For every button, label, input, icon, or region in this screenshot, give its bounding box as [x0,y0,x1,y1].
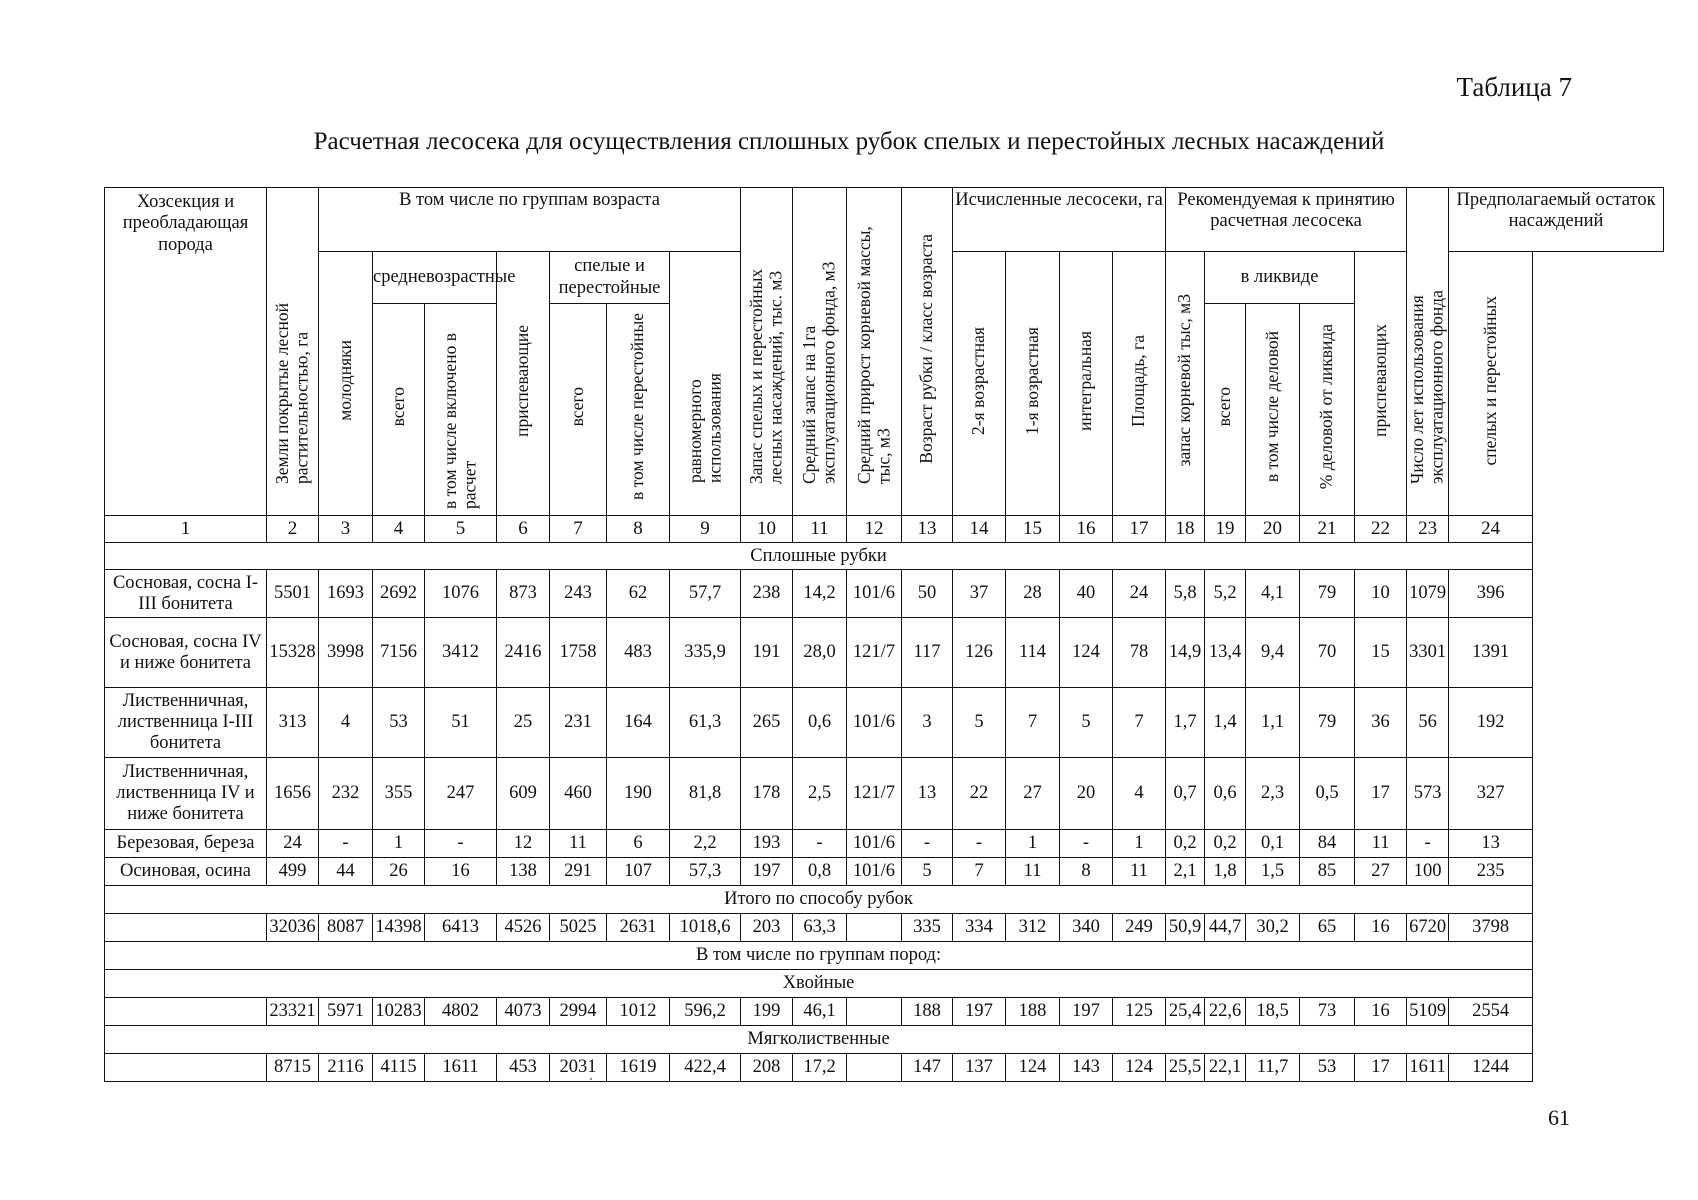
table-label: Таблица 7 [1456,72,1572,102]
column-number: 9 [670,516,741,543]
cell: 7 [1113,688,1166,758]
cell: 14398 [373,914,425,942]
header-c15: 1-я возрастная [1006,252,1060,516]
cell: 4115 [373,1054,425,1082]
cell: 124 [1006,1054,1060,1082]
cell: 2692 [373,570,425,618]
cell: 17 [1355,1054,1407,1082]
column-number: 18 [1166,516,1205,543]
column-number: 7 [550,516,607,543]
cell: 193 [741,830,793,858]
cell: 26 [373,858,425,886]
section-heading-total: Итого по способу рубок [105,886,1533,914]
header-c20: в том числе деловой [1246,304,1300,516]
cell: 44 [319,858,373,886]
cell: 2116 [319,1054,373,1082]
cell: 0,7 [1166,758,1205,830]
cell: 243 [550,570,607,618]
table-header [105,188,1664,543]
header-c22: Число лет использования эксплуатационного фонда [1407,188,1449,516]
cell: 1656 [267,758,319,830]
cell: 5501 [267,570,319,618]
cell: 101/6 [847,830,902,858]
cell: 0,8 [793,858,847,886]
total-row [105,914,1664,942]
column-number: 16 [1060,516,1113,543]
cell: 1,1 [1246,688,1300,758]
cell: 265 [741,688,793,758]
cell: 73 [1300,998,1355,1026]
header-c10: Средний запас на 1га эксплуатационного фонда, м3 [793,188,847,516]
header-calc-cuts: Исчисленные лесосеки, га [953,188,1166,252]
cell: 188 [1006,998,1060,1026]
cell: 56 [1407,688,1449,758]
cell: 1244 [1449,1054,1533,1082]
cell: 2031 [550,1054,607,1082]
cell: 46,1 [793,998,847,1026]
header-remaining: Предполагаемый остаток насаждений [1449,188,1664,252]
cell: - [319,830,373,858]
cell: 4 [1113,758,1166,830]
row-name-empty [105,914,267,942]
cell: 14,2 [793,570,847,618]
cell: 3301 [1407,618,1449,688]
cell: 101/6 [847,858,902,886]
cell: 499 [267,858,319,886]
cell: 6 [607,830,670,858]
cell: 1 [1006,830,1060,858]
table-row [105,830,1664,858]
header-mature: спелые и перестойные [550,252,670,304]
column-number: 24 [1449,516,1533,543]
cell: 124 [1113,1054,1166,1082]
cell: 291 [550,858,607,886]
cell: 1018,6 [670,914,741,942]
cell: 1 [1113,830,1166,858]
cell: 5,2 [1205,570,1246,618]
column-numbers-row [105,516,1664,543]
cell: 32036 [267,914,319,942]
cell: 396 [1449,570,1533,618]
header-c12: Возраст рубки / класс возраста [902,188,953,516]
scan-speck [590,1078,592,1080]
cell: 25 [497,688,550,758]
cell: 65 [1300,914,1355,942]
column-number: 20 [1246,516,1300,543]
column-number: 8 [607,516,670,543]
cell: 53 [373,688,425,758]
row-name-empty [105,998,267,1026]
header-c16: интегральная [1060,252,1113,516]
cell: 1,5 [1246,858,1300,886]
cell: 137 [953,1054,1006,1082]
cell: 16 [425,858,497,886]
section-heading-conifers: Хвойные [105,970,1533,998]
lesoseka-table [104,187,1664,1082]
cell: 22 [953,758,1006,830]
column-number: 10 [741,516,793,543]
table-row [105,758,1664,830]
section-heading-by-groups: В том числе по группам пород: [105,942,1533,970]
header-c18: запас корневой тыс, м3 [1166,252,1205,516]
cell: 1079 [1407,570,1449,618]
cell: 24 [267,830,319,858]
cell: 11 [1006,858,1060,886]
cell: - [1060,830,1113,858]
cell: 16 [1355,998,1407,1026]
softwood-row [105,1054,1664,1082]
cell: 11 [550,830,607,858]
header-c5: в том числе включено в расчет [425,304,497,516]
cell: 192 [1449,688,1533,758]
table-row [105,688,1664,758]
cell: 164 [607,688,670,758]
column-number: 2 [267,516,319,543]
cell: 460 [550,758,607,830]
cell: 327 [1449,758,1533,830]
cell: 11,7 [1246,1054,1300,1082]
cell: 28,0 [793,618,847,688]
cell: 15 [1355,618,1407,688]
cell: 208 [741,1054,793,1082]
cell: 81,8 [670,758,741,830]
cell: 596,2 [670,998,741,1026]
cell: 1611 [1407,1054,1449,1082]
cell: 3 [902,688,953,758]
cell: 0,5 [1300,758,1355,830]
conifers-row [105,998,1664,1026]
cell: 4 [319,688,373,758]
header-c8: в том числе перестойные [607,304,670,516]
column-number: 1 [105,516,267,543]
cell: 5,8 [1166,570,1205,618]
cell: 8087 [319,914,373,942]
cell: 2,1 [1166,858,1205,886]
cell: 101/6 [847,570,902,618]
cell: 609 [497,758,550,830]
cell: 70 [1300,618,1355,688]
cell: 15328 [267,618,319,688]
header-c9: Запас спелых и перестойных лесных насаждений, тыс. м3 [741,188,793,516]
cell: 197 [741,858,793,886]
cell: 40 [1060,570,1113,618]
cell: 2,2 [670,830,741,858]
page-number: 61 [1548,1105,1570,1130]
cell: 121/7 [847,758,902,830]
header-age-groups: В том числе по группам возраста [319,188,741,252]
cell: 188 [902,998,953,1026]
cell: 335,9 [670,618,741,688]
row-name: Березовая, береза [105,830,267,858]
cell: 50,9 [1166,914,1205,942]
cell: 5025 [550,914,607,942]
cell: 10283 [373,998,425,1026]
cell: - [953,830,1006,858]
cell: 5 [902,858,953,886]
row-name: Сосновая, сосна IV и ниже бонитета [105,618,267,688]
cell: 190 [607,758,670,830]
header-mid-aged: средневозрастные [373,252,497,304]
cell: 0,2 [1205,830,1246,858]
section-heading-clear-cut: Сплошные рубки [105,543,1533,570]
cell: 78 [1113,618,1166,688]
cell: 114 [1006,618,1060,688]
cell: 24 [1113,570,1166,618]
cell: 57,7 [670,570,741,618]
cell: 5971 [319,998,373,1026]
cell: 4526 [497,914,550,942]
cell: 13 [1449,830,1533,858]
cell: - [1407,830,1449,858]
cell: 61,3 [670,688,741,758]
cell: 117 [902,618,953,688]
column-number: 19 [1205,516,1246,543]
column-number: 13 [902,516,953,543]
cell: 23321 [267,998,319,1026]
cell: 9,4 [1246,618,1300,688]
cell: 1391 [1449,618,1533,688]
cell: 10 [1355,570,1407,618]
cell: 1758 [550,618,607,688]
header-c24: спелых и перестойных [1449,252,1533,516]
document-title: Расчетная лесосека для осуществления сплошных рубок спелых и перестойных лесных насаждений [313,128,1385,155]
cell: 573 [1407,758,1449,830]
cell: 11 [1355,830,1407,858]
cell [847,998,902,1026]
header-c21: % деловой от ликвида [1300,304,1355,516]
header-c23: приспевающих [1355,252,1407,516]
cell: 18,5 [1246,998,1300,1026]
cell: 36 [1355,688,1407,758]
cell: 57,3 [670,858,741,886]
cell: 4802 [425,998,497,1026]
cell: 0,1 [1246,830,1300,858]
cell: 2631 [607,914,670,942]
cell: 340 [1060,914,1113,942]
table-row [105,618,1664,688]
header-c3: молодняки [319,252,373,516]
header-c6: приспевающие [497,252,550,516]
cell: 335 [902,914,953,942]
cell: - [793,830,847,858]
cell: 197 [1060,998,1113,1026]
cell: 4073 [497,998,550,1026]
cell: 22,6 [1205,998,1246,1026]
column-number: 23 [1407,516,1449,543]
cell: 50 [902,570,953,618]
cell: 0,6 [793,688,847,758]
cell: 11 [1113,858,1166,886]
header-c14: 2-я возрастная [953,252,1006,516]
cell: 1,8 [1205,858,1246,886]
cell: 249 [1113,914,1166,942]
cell: 125 [1113,998,1166,1026]
cell: 483 [607,618,670,688]
cell: 0,2 [1166,830,1205,858]
header-c19: всего [1205,304,1246,516]
row-name: Сосновая, сосна I-III бонитета [105,570,267,618]
cell: 101/6 [847,688,902,758]
cell [847,1054,902,1082]
cell: 147 [902,1054,953,1082]
column-number: 17 [1113,516,1166,543]
column-number: 14 [953,516,1006,543]
column-number: 11 [793,516,847,543]
header-c17: Площадь, га [1113,252,1166,516]
cell: 178 [741,758,793,830]
cell: 191 [741,618,793,688]
cell: 2416 [497,618,550,688]
cell: 8715 [267,1054,319,1082]
cell: 247 [425,758,497,830]
cell: 203 [741,914,793,942]
cell: 138 [497,858,550,886]
cell: 1,7 [1166,688,1205,758]
section-heading-softwood: Мягколиственные [105,1026,1533,1054]
cell: 25,5 [1166,1054,1205,1082]
column-number: 21 [1300,516,1355,543]
cell: 232 [319,758,373,830]
cell: 6720 [1407,914,1449,942]
cell: 22,1 [1205,1054,1246,1082]
header-recommended: Рекомендуемая к принятию расчетная лесосека [1166,188,1407,252]
cell: 14,9 [1166,618,1205,688]
cell: 20 [1060,758,1113,830]
cell: 44,7 [1205,914,1246,942]
row-name: Лиственничная, лиственница I-III бонитета [105,688,267,758]
cell: 62 [607,570,670,618]
cell: 79 [1300,688,1355,758]
table-row [105,858,1664,886]
cell: 199 [741,998,793,1026]
cell: 197 [953,998,1006,1026]
column-number: 22 [1355,516,1407,543]
cell: 107 [607,858,670,886]
header-c1: Хозсекция и преобладающая порода [105,188,267,516]
cell: 355 [373,758,425,830]
cell: 2994 [550,998,607,1026]
cell: 12 [497,830,550,858]
cell: 37 [953,570,1006,618]
cell: 5 [953,688,1006,758]
cell: 1611 [425,1054,497,1082]
row-name: Осиновая, осина [105,858,267,886]
cell: 17,2 [793,1054,847,1082]
header-c7: всего [550,304,607,516]
header-c13: равномерного использования [670,252,741,516]
cell: 124 [1060,618,1113,688]
cell: 5 [1060,688,1113,758]
cell: 238 [741,570,793,618]
cell: 143 [1060,1054,1113,1082]
cell: 6413 [425,914,497,942]
cell: 231 [550,688,607,758]
cell: 1693 [319,570,373,618]
cell: 17 [1355,758,1407,830]
cell: 3998 [319,618,373,688]
cell: 27 [1355,858,1407,886]
cell: 0,6 [1205,758,1246,830]
column-number: 4 [373,516,425,543]
cell: 1076 [425,570,497,618]
cell: 2554 [1449,998,1533,1026]
column-number: 5 [425,516,497,543]
cell: 1619 [607,1054,670,1082]
cell: 1,4 [1205,688,1246,758]
cell: 313 [267,688,319,758]
cell: 453 [497,1054,550,1082]
cell: 873 [497,570,550,618]
column-number: 15 [1006,516,1060,543]
header-c4: всего [373,304,425,516]
cell: 5109 [1407,998,1449,1026]
header-c11: Средний прирост корневой массы, тыс, м3 [847,188,902,516]
cell: 85 [1300,858,1355,886]
cell: - [902,830,953,858]
header-c2: Земли покрытые лесной растительностью, га [267,188,319,516]
column-number: 6 [497,516,550,543]
cell: 121/7 [847,618,902,688]
cell: 4,1 [1246,570,1300,618]
cell: 13,4 [1205,618,1246,688]
table-row [105,570,1664,618]
cell: 53 [1300,1054,1355,1082]
cell: 8 [1060,858,1113,886]
cell: 25,4 [1166,998,1205,1026]
cell: 1012 [607,998,670,1026]
header-in-liquid: в ликвиде [1205,252,1355,304]
cell: - [425,830,497,858]
cell: 422,4 [670,1054,741,1082]
column-number: 3 [319,516,373,543]
cell: 3412 [425,618,497,688]
cell: 63,3 [793,914,847,942]
cell: 2,3 [1246,758,1300,830]
cell: 13 [902,758,953,830]
table-body [105,543,1664,1082]
cell: 7156 [373,618,425,688]
cell: 28 [1006,570,1060,618]
cell: 2,5 [793,758,847,830]
cell: 235 [1449,858,1533,886]
cell: 126 [953,618,1006,688]
cell: 3798 [1449,914,1533,942]
cell: 1 [373,830,425,858]
cell: 7 [1006,688,1060,758]
cell: 100 [1407,858,1449,886]
cell: 16 [1355,914,1407,942]
cell: 334 [953,914,1006,942]
row-name-empty [105,1054,267,1082]
cell: 51 [425,688,497,758]
cell [847,914,902,942]
cell: 312 [1006,914,1060,942]
cell: 30,2 [1246,914,1300,942]
cell: 84 [1300,830,1355,858]
column-number: 12 [847,516,902,543]
cell: 7 [953,858,1006,886]
cell: 27 [1006,758,1060,830]
cell: 79 [1300,570,1355,618]
row-name: Лиственничная, лиственница IV и ниже бонитета [105,758,267,830]
